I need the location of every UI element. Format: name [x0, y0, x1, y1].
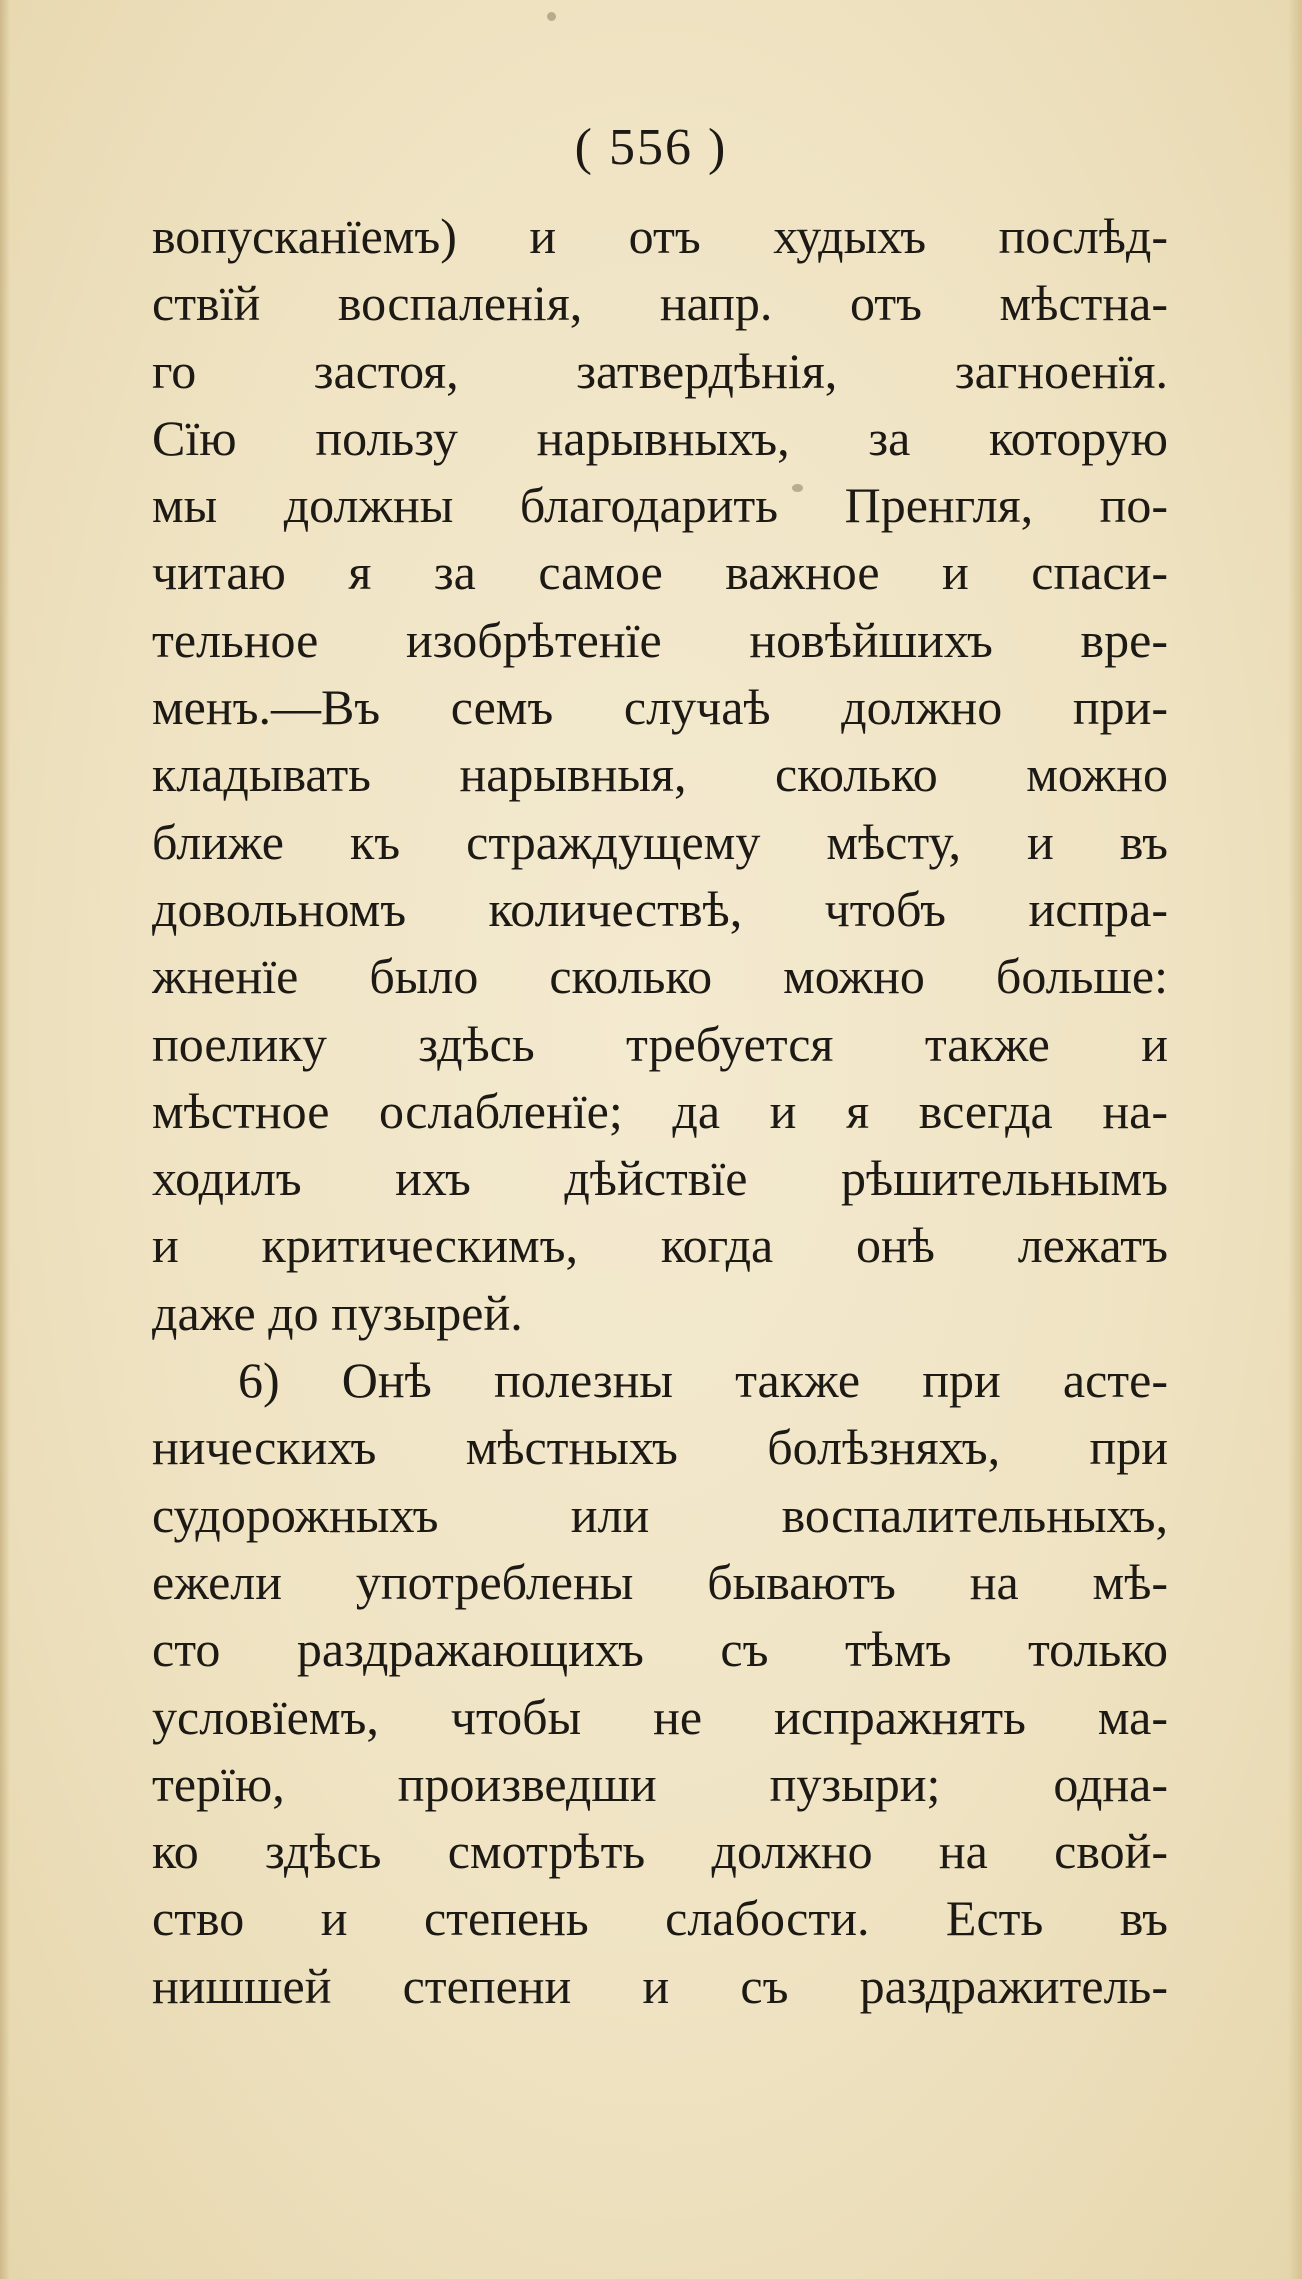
body-text	[152, 203, 1168, 2020]
text-line: ство и степень слабости. Есть въ	[152, 1890, 1168, 1947]
ink-speck	[547, 12, 556, 21]
text-line: условїемъ, чтобы не испражнять ма-	[152, 1688, 1168, 1745]
text-line: даже до пузырей.	[152, 1284, 523, 1341]
page-number: ( 556 )	[574, 119, 728, 176]
text-line: ко здѣсь смотрѣть должно на свой-	[152, 1823, 1168, 1880]
text-line: ходилъ ихъ дѣйствїе рѣшительнымъ	[152, 1150, 1168, 1207]
text-line: ежели употреблены бываютъ на мѣ-	[152, 1553, 1168, 1610]
text-line: менъ.—Въ семъ случаѣ должно при-	[152, 679, 1168, 736]
paragraph-1	[152, 203, 1168, 1347]
text-line: ствїй воспаленія, напр. отъ мѣстна-	[152, 275, 1168, 332]
text-line: нишшей степени и съ раздражитель-	[152, 1957, 1168, 2014]
text-line: вопусканїемъ) и отъ худыхъ послѣд-	[152, 208, 1168, 264]
paragraph-2	[152, 1347, 1168, 2020]
text-line: мы должны благодарить Пренгля, по-	[152, 477, 1168, 534]
page-edge-left	[0, 0, 10, 2279]
text-line: кладывать нарывныя, сколько можно	[152, 746, 1168, 803]
text-line: судорожныхъ или воспалительныхъ,	[152, 1486, 1168, 1543]
text-line: ближе къ страждущему мѣсту, и въ	[152, 813, 1168, 870]
text-line: читаю я за самое важное и спаси-	[152, 544, 1168, 601]
text-line: го застоя, затвердѣнія, загноенїя.	[152, 342, 1168, 399]
text-line: довольномъ количествѣ, чтобъ испра-	[152, 880, 1168, 937]
text-line: жненїе было сколько можно больше:	[152, 948, 1168, 1005]
text-line: сто раздражающихъ съ тѣмъ только	[152, 1621, 1168, 1678]
page-edge-right	[1288, 0, 1302, 2279]
text-line: Сїю пользу нарывныхъ, за которую	[152, 409, 1168, 466]
text-line: и критическимъ, когда онѣ лежатъ	[152, 1217, 1168, 1274]
text-line: мѣстное ослабленїе; да и я всегда на-	[152, 1082, 1168, 1139]
text-line: тельное изобрѣтенїе новѣйшихъ вре-	[152, 611, 1168, 668]
text-line: 6) Онѣ полезны также при асте-	[238, 1352, 1168, 1409]
text-line: ническихъ мѣстныхъ болѣзняхъ, при	[152, 1419, 1168, 1476]
text-line: терїю, произведши пузыри; одна-	[152, 1755, 1168, 1812]
text-line: поелику здѣсь требуется также и	[152, 1015, 1168, 1072]
